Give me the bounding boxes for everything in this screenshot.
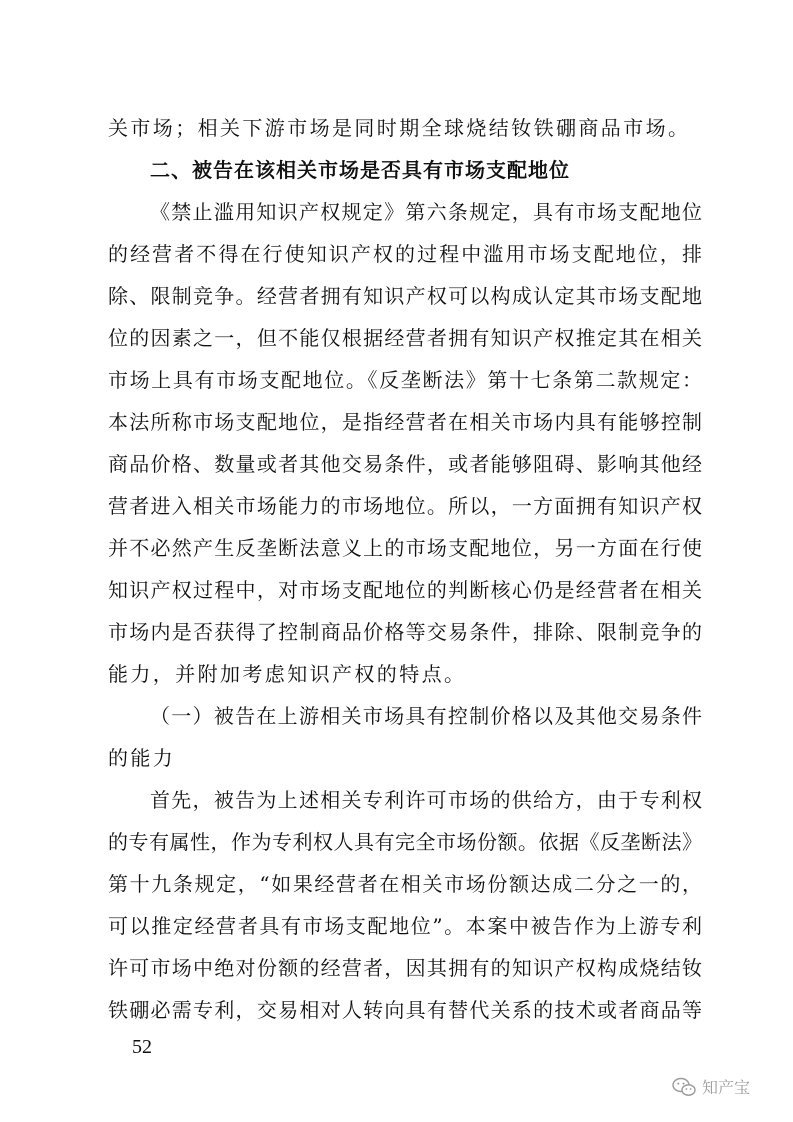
text-line: 的专有属性，作为专利权人具有完全市场份额。依据《反垄断法》 bbox=[108, 830, 702, 854]
text-line: 第十九条规定，“如果经营者在相关市场份额达成二分之一的， bbox=[108, 872, 702, 896]
page-number: 52 bbox=[132, 1036, 152, 1058]
subsection-heading-cont: 的能力 bbox=[108, 746, 176, 770]
wechat-icon bbox=[672, 1077, 696, 1097]
text-line: 首先，被告为上述相关专利许可市场的供给方，由于专利权 bbox=[150, 788, 702, 812]
text-line: 除、限制竞争。经营者拥有知识产权可以构成认定其市场支配地 bbox=[108, 284, 702, 308]
text-line: 铁硼必需专利，交易相对人转向具有替代关系的技术或者商品等 bbox=[108, 998, 702, 1022]
watermark bbox=[672, 1075, 750, 1098]
text-line: 市场内是否获得了控制商品价格等交易条件，排除、限制竞争的 bbox=[108, 620, 702, 644]
section-heading: 二、被告在该相关市场是否具有市场支配地位 bbox=[150, 158, 570, 182]
text-line: 许可市场中绝对份额的经营者，因其拥有的知识产权构成烧结钕 bbox=[108, 956, 702, 980]
text-line: 营者进入相关市场能力的市场地位。所以，一方面拥有知识产权 bbox=[108, 494, 702, 518]
text-line: 知识产权过程中，对市场支配地位的判断核心仍是经营者在相关 bbox=[108, 578, 702, 602]
text-line: 能力，并附加考虑知识产权的特点。 bbox=[108, 662, 467, 686]
text-line: 的经营者不得在行使知识产权的过程中滥用市场支配地位，排 bbox=[108, 242, 702, 266]
text-line: 《禁止滥用知识产权规定》第六条规定，具有市场支配地位 bbox=[150, 200, 702, 224]
text-line: 可以推定经营者具有市场支配地位”。本案中被告作为上游专利 bbox=[108, 914, 702, 938]
text-line: 关市场；相关下游市场是同时期全球烧结钕铁硼商品市场。 bbox=[108, 116, 691, 140]
text-line: 位的因素之一，但不能仅根据经营者拥有知识产权推定其在相关 bbox=[108, 326, 702, 350]
watermark-label: 知产宝 bbox=[702, 1078, 751, 1097]
text-line: 商品价格、数量或者其他交易条件，或者能够阻碍、影响其他经 bbox=[108, 452, 702, 476]
text-line: 并不必然产生反垄断法意义上的市场支配地位，另一方面在行使 bbox=[108, 536, 702, 560]
subsection-heading: （一）被告在上游相关市场具有控制价格以及其他交易条件 bbox=[150, 704, 702, 728]
text-line: 本法所称市场支配地位，是指经营者在相关市场内具有能够控制 bbox=[108, 410, 702, 434]
text-line: 市场上具有市场支配地位。《反垄断法》第十七条第二款规定： bbox=[108, 368, 702, 392]
